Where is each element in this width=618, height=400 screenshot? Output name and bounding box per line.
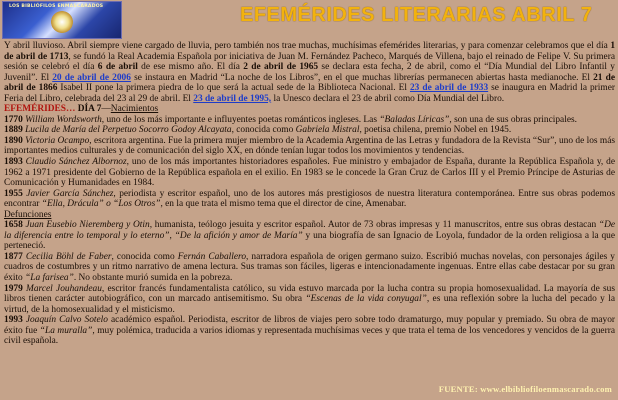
entry-text: , — [169, 230, 175, 241]
entry-year: 1877 — [4, 251, 23, 262]
entry-text: , son una de sus obras principales. — [449, 114, 577, 125]
entry-work: “De la afición y amor de María” — [174, 230, 303, 241]
intro-date-link[interactable]: 23 de abril de 1995, — [193, 93, 272, 104]
entry-text: , conocida como — [111, 251, 178, 262]
entry-text: , muy polémica, traducida a varios idiomas y representada muchísimas veces y que trata el tema de los vencedores y vencidos de la guerra civil española. — [4, 325, 615, 347]
page-title: EFEMÉRIDES LITERARIAS ABRIL 7 — [240, 4, 593, 26]
entry-text: , poetisa chilena, premio Nobel en 1945. — [359, 125, 512, 136]
deaths-heading-line — [4, 210, 615, 221]
intro-text: la Unesco declara el 23 de abril como Día Mundial del Libro. — [271, 93, 505, 104]
deaths-heading: Defunciones — [4, 209, 52, 220]
intro-date: 2 de abril de 1965 — [243, 62, 319, 73]
entry-year: 1993 — [4, 315, 23, 326]
intro-text: de ese mismo año. El día — [137, 62, 244, 73]
entry-year: 1955 — [4, 188, 23, 199]
section-day: DÍA 7 — [77, 104, 102, 115]
entry-text: , escritora argentina. Fue la primera mujer miembro de la Academia Argentina de las Letras y fundadora de la Revista “Sur”, uno de los más importantes medios culturales y de comunicación del siglo XX, en dónde tenían lugar todos los movimientos y tendencias. — [4, 135, 616, 157]
intro-text: se instaura en Madrid “La noche de los Libros”, en el que muchas librerías permanecen abiertas hasta medianoche. El — [130, 72, 594, 83]
entry-work: “Escenas de la vida conyugal” — [305, 294, 427, 305]
entry-work: “La farisea” — [25, 273, 74, 284]
entry-work: Gabriela Mistral — [295, 125, 360, 136]
section-label: EFEMÉRIDES… — [4, 104, 76, 115]
logo-text: LOS BIBLIÓFILOS ENMASCARADOS — [9, 4, 104, 9]
entry-year: 1889 — [4, 125, 23, 136]
section-heading — [4, 104, 615, 115]
intro-text: , se fundó la Real Academia Española por iniciativa de Juan M. Fernández Pacheco, Marqués de Villena, bajo el reinado de Felipe V. Su primera sesión se celebró el día — [4, 51, 616, 73]
entry-text: , periodista y escritor español, uno de los autores más prestigiosos de nuestra literatura contemporánea. Entre sus obras podemos encontrar — [4, 188, 615, 210]
birth-entry — [4, 189, 615, 210]
entry-work: “De la diferencia entre lo temporal y lo eterno” — [4, 220, 616, 241]
entry-text: . No obstante murió sumida en la pobreza. — [73, 273, 233, 284]
logo-emblem-icon — [51, 11, 73, 33]
entry-year: 1770 — [4, 114, 23, 125]
entry-work: “Baladas Líricas” — [379, 114, 450, 125]
entry-text: , escritor francés fundamentalista católico, su vida estuvo marcada por la lucha contra su propia homosexualidad. La mayoría de sus libros tienen carácter autobiográfico, con un marcado antisemitismo. Su obra — [4, 283, 616, 305]
intro-date-link[interactable]: 23 de abril de 1933 — [409, 83, 489, 94]
intro-text: se declara esta fecha, 2 de abril, como el “Día Mundial del Libro Infantil y Juvenil”. El — [4, 62, 615, 83]
entry-name: William Wordsworth — [25, 114, 102, 125]
entry-text: académico español. Periodista, escritor de libros de viajes pero sobre todo dramaturgo, muy popular y premiado. Su obra de mayor éxito fue — [4, 315, 616, 336]
entry-text: , es una reflexión sobre la lucha del pecado y la virtud, de la homosexualidad y el misticismo. — [4, 294, 616, 315]
birth-entry — [4, 136, 615, 157]
site-logo — [2, 1, 122, 39]
entry-text: , en la que trata el mismo tema que el director de cine, Amenabar. — [160, 199, 407, 210]
entry-year: 1979 — [4, 283, 23, 294]
intro-date: 21 de abril de 1866 — [4, 72, 616, 94]
intro-date: 6 de abril — [97, 62, 138, 73]
death-entry — [4, 315, 615, 347]
birth-entry — [4, 115, 615, 126]
intro-date: 1 de abril de 1713 — [4, 41, 615, 62]
birth-entry — [4, 157, 615, 189]
intro-text: Isabel II pone la primera piedra de lo que será la actual sede de la Biblioteca Nacional. El — [57, 83, 410, 94]
intro-paragraph — [4, 41, 615, 104]
death-entry — [4, 284, 615, 316]
entry-work: “La muralla” — [39, 325, 93, 336]
entry-name: Cecilia Böhl de Faber — [25, 251, 112, 262]
entry-year: 1890 — [4, 135, 23, 146]
entry-work: Fernán Caballero — [177, 251, 247, 262]
entry-name: Joaquín Calvo Sotelo — [25, 315, 108, 326]
death-entry — [4, 252, 615, 284]
birth-entry — [4, 125, 615, 136]
source-footer: FUENTE: www.elbibliofiloenmascarado.com — [438, 384, 612, 394]
entry-text: , uno de los más importante e influyentes poetas románticos ingleses. Las — [101, 114, 380, 125]
death-entry — [4, 220, 615, 252]
births-heading: Nacimientos — [110, 104, 159, 115]
entry-name: Javier García Sánchez — [26, 188, 114, 199]
intro-text: se inaugura en Madrid la primer Feria del Libro, celebrada del 23 al 29 de abril. El — [4, 83, 615, 104]
entry-name: Lucila de María del Perpetuo Socorro Godoy Alcayata — [25, 125, 232, 136]
entry-name: Victoria Ocampo — [25, 135, 90, 146]
entry-text: , conocida como — [231, 125, 296, 136]
entry-year: 1893 — [4, 157, 23, 168]
section-dash: — — [101, 104, 111, 115]
intro-text: Y abril lluvioso. Abril siempre viene cargado de lluvia, pero también nos trae muchas, muchísimas efemérides literarias, y para comenzar celebramos que el día — [4, 41, 611, 51]
entry-work: “Ella, Drácula” o “Los Otros” — [41, 199, 161, 210]
entry-name: Marcel Jouhandeau — [26, 283, 102, 294]
article-body — [4, 41, 615, 347]
entry-text: y una biografía de san Ignacio de Loyola, fundador de la orden religiosa a la que perteneció. — [4, 230, 615, 252]
entry-text: , uno de los más importantes historiadores españoles. Fue ministro y embajador de España, durante la República Española y, de 1962 a 1971 presidente del Gobierno de la República española en el exilio. En 1983 se le concede la Gran Cruz de Carlos III y el Premio Príncipe de Asturias de Comunicación y Humanidades en 1984. — [4, 157, 615, 189]
entry-name: Juan Eusebio Nieremberg y Otin — [25, 220, 150, 231]
entry-year: 1658 — [4, 220, 23, 231]
entry-name: Claudio Sánchez Albornoz — [25, 157, 127, 168]
entry-text: , narradora española de origen germano suizo. Escribió muchas novelas, con personajes ágiles y cuadros de costumbres y un ritmo narrativo de amena lectura. Sus tramas son fáciles, ligeras e intencionadamente ingenuas. Entre ellas cabe destacar por su gran éxito — [4, 251, 615, 284]
entry-text: , humanista, teólogo jesuita y escritor español. Autor de 73 obras impresas y 11 manuscritos, entre sus obras destacan — [149, 220, 599, 231]
intro-date-link[interactable]: 20 de abril de 2006 — [52, 72, 131, 83]
